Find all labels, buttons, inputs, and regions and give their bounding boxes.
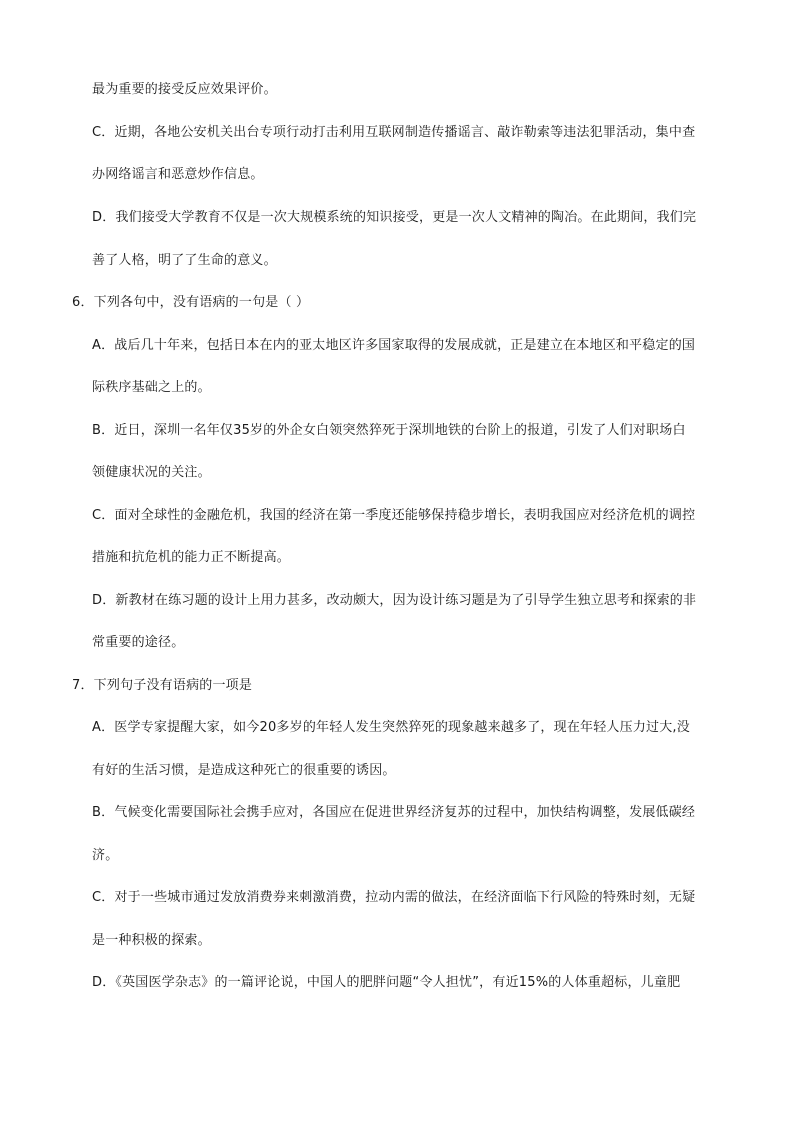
q6-option-a-line1: A．战后几十年来，包括日本在内的亚太地区许多国家取得的发展成就，正是建立在本地区和平稳定的国 <box>92 338 696 353</box>
q6-option-c-line2: 措施和抗危机的能力正不断提高。 <box>92 550 291 565</box>
q5-option-d-line1: D．我们接受大学教育不仅是一次大规模系统的知识接受，更是一次人文精神的陶冶。在此期间，我们完 <box>92 210 697 225</box>
q7-option-c-line1: C．对于一些城市通过发放消费券来刺激消费，拉动内需的做法，在经济面临下行风险的特殊时刻，无疑 <box>92 890 696 905</box>
q6-option-d-line2: 常重要的途径。 <box>92 635 185 650</box>
q6-option-b-line2: 领健康状况的关注。 <box>92 465 211 480</box>
q6-option-b-line1: B．近日，深圳一名年仅35岁的外企女白领突然猝死于深圳地铁的台阶上的报道，引发了人们对职场白 <box>92 423 686 438</box>
q7-option-d-line1: D．《英国医学杂志》的一篇评论说，中国人的肥胖问题“令人担忧”，有近15%的人体重超标，儿童肥 <box>92 975 681 990</box>
q7-option-a-line2: 有好的生活习惯，是造成这种死亡的很重要的诱因。 <box>92 763 396 778</box>
q7-option-b-line1: B．气候变化需要国际社会携手应对，各国应在促进世界经济复苏的过程中，加快结构调整，发展低碳经 <box>92 805 696 820</box>
continuation-line: 最为重要的接受反应效果评价。 <box>92 82 277 97</box>
q6-stem: 6．下列各句中，没有语病的一句是（ ） <box>72 295 310 310</box>
q7-stem: 7．下列句子没有语病的一项是 <box>72 678 253 693</box>
q5-option-c-line2: 办网络谣言和恶意炒作信息。 <box>92 167 264 182</box>
q5-option-d-line2: 善了人格，明了了生命的意义。 <box>92 253 277 268</box>
q7-option-b-line2: 济。 <box>92 848 119 863</box>
q6-option-c-line1: C．面对全球性的金融危机，我国的经济在第一季度还能够保持稳步增长，表明我国应对经济危机的调控 <box>92 508 696 523</box>
q6-option-a-line2: 际秩序基础之上的。 <box>92 380 211 395</box>
q5-option-c-line1: C．近期，各地公安机关出台专项行动打击利用互联网制造传播谣言、敲诈勒索等违法犯罪活动，集中查 <box>92 125 696 140</box>
q7-option-c-line2: 是一种积极的探索。 <box>92 933 211 948</box>
q6-option-d-line1: D．新教材在练习题的设计上用力甚多，改动颇大，因为设计练习题是为了引导学生独立思考和探索的非 <box>92 593 697 608</box>
q7-option-a-line1: A．医学专家提醒大家，如今20多岁的年轻人发生突然猝死的现象越来越多了，现在年轻人压力过大,没 <box>92 720 690 735</box>
